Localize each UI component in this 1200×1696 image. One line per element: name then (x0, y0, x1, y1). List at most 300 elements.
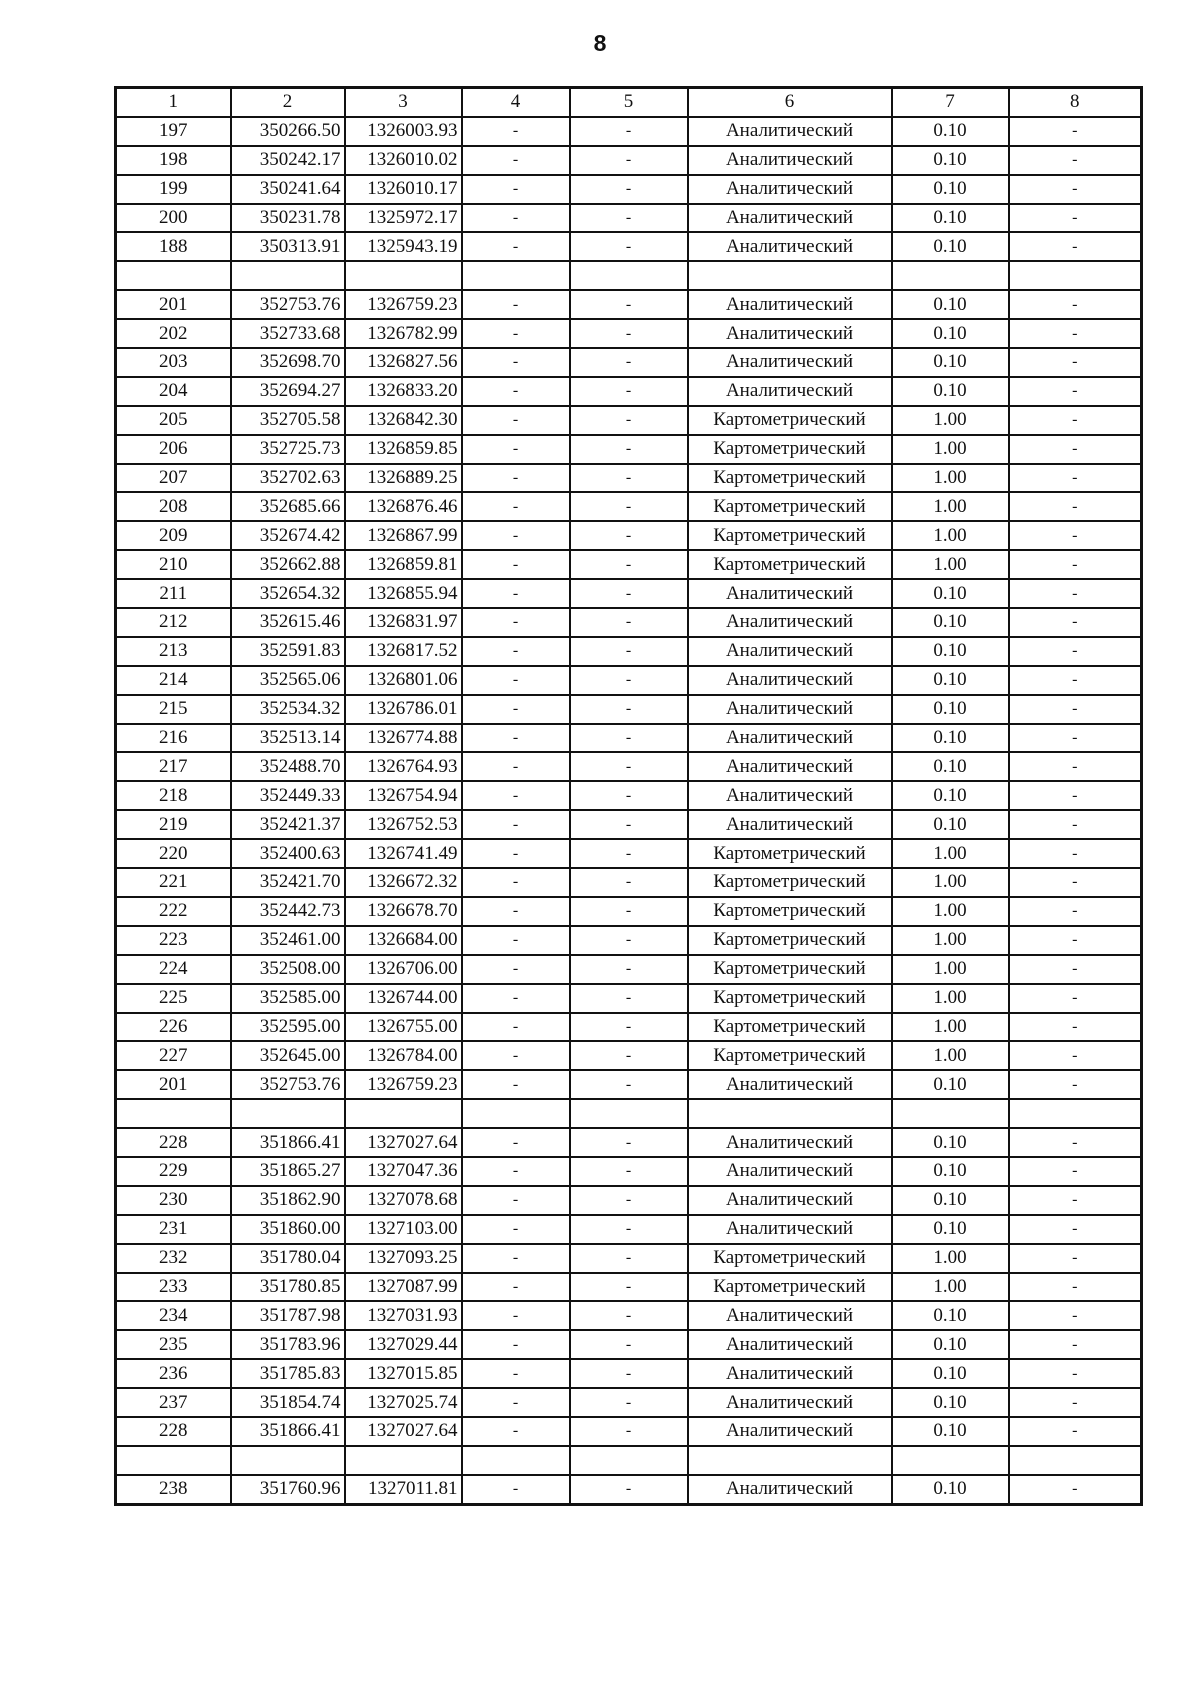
column-4-cell: - (462, 319, 570, 348)
x-coordinate-cell: 352662.88 (231, 550, 345, 579)
method-cell: Аналитический (688, 1417, 892, 1446)
y-coordinate-cell (345, 261, 462, 290)
accuracy-cell: 0.10 (892, 695, 1009, 724)
x-coordinate-cell: 350241.64 (231, 175, 345, 204)
table-row (116, 1273, 1142, 1302)
y-coordinate-cell: 1325943.19 (345, 232, 462, 261)
column-8-cell: - (1009, 1330, 1142, 1359)
column-8-cell: - (1009, 1128, 1142, 1157)
accuracy-cell: 0.10 (892, 1157, 1009, 1186)
page-number: 8 (593, 30, 607, 56)
column-8-cell: - (1009, 1070, 1142, 1099)
table-row (116, 724, 1142, 753)
y-coordinate-cell: 1327015.85 (345, 1359, 462, 1388)
column-5-cell: - (570, 781, 688, 810)
point-number-cell: 202 (116, 319, 231, 348)
column-5-cell: - (570, 695, 688, 724)
column-5-cell: - (570, 752, 688, 781)
table-row (116, 175, 1142, 204)
column-4-cell: - (462, 724, 570, 753)
point-number-cell: 211 (116, 579, 231, 608)
column-5-cell: - (570, 1273, 688, 1302)
y-coordinate-cell: 1327087.99 (345, 1273, 462, 1302)
y-coordinate-cell: 1327027.64 (345, 1417, 462, 1446)
method-cell: Картометрический (688, 868, 892, 897)
column-8-cell: - (1009, 608, 1142, 637)
accuracy-cell: 1.00 (892, 955, 1009, 984)
y-coordinate-cell (345, 1099, 462, 1128)
header-cell: 6 (688, 88, 892, 117)
column-8-cell: - (1009, 839, 1142, 868)
method-cell: Аналитический (688, 579, 892, 608)
method-cell: Картометрический (688, 1013, 892, 1042)
x-coordinate-cell: 352400.63 (231, 839, 345, 868)
accuracy-cell: 0.10 (892, 1215, 1009, 1244)
column-5-cell: - (570, 926, 688, 955)
column-8-cell: - (1009, 666, 1142, 695)
x-coordinate-cell: 352705.58 (231, 406, 345, 435)
table-row (116, 435, 1142, 464)
table-row (116, 1330, 1142, 1359)
column-8-cell: - (1009, 1244, 1142, 1273)
x-coordinate-cell: 351866.41 (231, 1417, 345, 1446)
column-5-cell: - (570, 839, 688, 868)
column-4-cell: - (462, 175, 570, 204)
method-cell: Картометрический (688, 521, 892, 550)
column-8-cell: - (1009, 1186, 1142, 1215)
column-4-cell: - (462, 1041, 570, 1070)
column-5-cell: - (570, 608, 688, 637)
accuracy-cell: 0.10 (892, 232, 1009, 261)
point-number-cell (116, 261, 231, 290)
point-number-cell: 205 (116, 406, 231, 435)
y-coordinate-cell: 1326782.99 (345, 319, 462, 348)
point-number-cell: 209 (116, 521, 231, 550)
y-coordinate-cell: 1326741.49 (345, 839, 462, 868)
y-coordinate-cell: 1326855.94 (345, 579, 462, 608)
column-5-cell: - (570, 1041, 688, 1070)
column-8-cell: - (1009, 868, 1142, 897)
column-4-cell: - (462, 868, 570, 897)
header-cell: 4 (462, 88, 570, 117)
x-coordinate-cell: 352442.73 (231, 897, 345, 926)
table-row (116, 781, 1142, 810)
y-coordinate-cell: 1326684.00 (345, 926, 462, 955)
y-coordinate-cell: 1327025.74 (345, 1388, 462, 1417)
method-cell: Аналитический (688, 290, 892, 319)
table-row (116, 637, 1142, 666)
table-row (116, 117, 1142, 146)
column-8-cell: - (1009, 117, 1142, 146)
accuracy-cell: 1.00 (892, 1273, 1009, 1302)
column-4-cell: - (462, 695, 570, 724)
x-coordinate-cell: 352654.32 (231, 579, 345, 608)
y-coordinate-cell: 1326827.56 (345, 348, 462, 377)
column-5-cell: - (570, 521, 688, 550)
column-5-cell: - (570, 435, 688, 464)
point-number-cell: 233 (116, 1273, 231, 1302)
x-coordinate-cell: 352674.42 (231, 521, 345, 550)
accuracy-cell: 1.00 (892, 984, 1009, 1013)
table-row (116, 695, 1142, 724)
method-cell: Аналитический (688, 608, 892, 637)
point-number-cell: 217 (116, 752, 231, 781)
column-4-cell: - (462, 1070, 570, 1099)
y-coordinate-cell: 1326833.20 (345, 377, 462, 406)
column-5-cell: - (570, 1475, 688, 1504)
column-8-cell: - (1009, 377, 1142, 406)
method-cell: Аналитический (688, 695, 892, 724)
table-row (116, 550, 1142, 579)
header-cell: 5 (570, 88, 688, 117)
accuracy-cell: 1.00 (892, 1013, 1009, 1042)
column-4-cell: - (462, 608, 570, 637)
column-5-cell: - (570, 810, 688, 839)
column-4-cell: - (462, 1215, 570, 1244)
point-number-cell: 228 (116, 1128, 231, 1157)
x-coordinate-cell: 352461.00 (231, 926, 345, 955)
column-5-cell: - (570, 724, 688, 753)
table-row (116, 1359, 1142, 1388)
y-coordinate-cell: 1326867.99 (345, 521, 462, 550)
column-5-cell: - (570, 1244, 688, 1273)
column-5-cell (570, 261, 688, 290)
y-coordinate-cell: 1327011.81 (345, 1475, 462, 1504)
accuracy-cell: 0.10 (892, 1359, 1009, 1388)
point-number-cell: 219 (116, 810, 231, 839)
y-coordinate-cell: 1326774.88 (345, 724, 462, 753)
point-number-cell (116, 1446, 231, 1475)
accuracy-cell: 1.00 (892, 550, 1009, 579)
table-row (116, 608, 1142, 637)
accuracy-cell: 1.00 (892, 492, 1009, 521)
method-cell (688, 1099, 892, 1128)
column-5-cell: - (570, 955, 688, 984)
column-4-cell: - (462, 1157, 570, 1186)
column-5-cell: - (570, 464, 688, 493)
point-number-cell: 230 (116, 1186, 231, 1215)
x-coordinate-cell: 352694.27 (231, 377, 345, 406)
table-row (116, 868, 1142, 897)
point-number-cell: 203 (116, 348, 231, 377)
x-coordinate-cell: 352565.06 (231, 666, 345, 695)
y-coordinate-cell: 1327029.44 (345, 1330, 462, 1359)
accuracy-cell (892, 1099, 1009, 1128)
column-5-cell: - (570, 117, 688, 146)
column-5-cell: - (570, 319, 688, 348)
point-number-cell: 226 (116, 1013, 231, 1042)
point-number-cell: 237 (116, 1388, 231, 1417)
y-coordinate-cell: 1326706.00 (345, 955, 462, 984)
accuracy-cell: 0.10 (892, 1330, 1009, 1359)
y-coordinate-cell: 1326842.30 (345, 406, 462, 435)
accuracy-cell: 0.10 (892, 579, 1009, 608)
method-cell: Аналитический (688, 666, 892, 695)
table-row (116, 1446, 1142, 1475)
column-5-cell: - (570, 1186, 688, 1215)
point-number-cell: 231 (116, 1215, 231, 1244)
x-coordinate-cell: 352753.76 (231, 290, 345, 319)
column-4-cell (462, 1446, 570, 1475)
column-4-cell: - (462, 521, 570, 550)
x-coordinate-cell: 351780.85 (231, 1273, 345, 1302)
column-5-cell: - (570, 897, 688, 926)
table-row (116, 1070, 1142, 1099)
accuracy-cell: 1.00 (892, 926, 1009, 955)
table-row (116, 1475, 1142, 1504)
column-5-cell: - (570, 1013, 688, 1042)
table-row (116, 521, 1142, 550)
table-row (116, 955, 1142, 984)
table-header (116, 88, 1142, 117)
column-4-cell: - (462, 781, 570, 810)
table-row (116, 1186, 1142, 1215)
column-5-cell: - (570, 1157, 688, 1186)
column-5-cell: - (570, 290, 688, 319)
x-coordinate-cell: 352685.66 (231, 492, 345, 521)
column-4-cell: - (462, 579, 570, 608)
accuracy-cell: 0.10 (892, 175, 1009, 204)
y-coordinate-cell: 1327093.25 (345, 1244, 462, 1273)
column-4-cell: - (462, 1388, 570, 1417)
column-4-cell: - (462, 666, 570, 695)
column-8-cell (1009, 1099, 1142, 1128)
y-coordinate-cell: 1326817.52 (345, 637, 462, 666)
column-5-cell (570, 1446, 688, 1475)
point-number-cell: 225 (116, 984, 231, 1013)
column-5-cell: - (570, 666, 688, 695)
column-5-cell: - (570, 637, 688, 666)
x-coordinate-cell: 351860.00 (231, 1215, 345, 1244)
accuracy-cell: 0.10 (892, 752, 1009, 781)
column-5-cell: - (570, 1070, 688, 1099)
column-5-cell: - (570, 377, 688, 406)
column-4-cell: - (462, 492, 570, 521)
x-coordinate-cell: 351866.41 (231, 1128, 345, 1157)
column-8-cell: - (1009, 810, 1142, 839)
table-row (116, 406, 1142, 435)
column-8-cell: - (1009, 550, 1142, 579)
method-cell: Аналитический (688, 204, 892, 233)
accuracy-cell: 0.10 (892, 204, 1009, 233)
column-8-cell: - (1009, 781, 1142, 810)
x-coordinate-cell: 352698.70 (231, 348, 345, 377)
x-coordinate-cell: 352591.83 (231, 637, 345, 666)
accuracy-cell: 1.00 (892, 1041, 1009, 1070)
x-coordinate-cell: 350266.50 (231, 117, 345, 146)
method-cell: Аналитический (688, 1475, 892, 1504)
column-8-cell: - (1009, 348, 1142, 377)
method-cell: Картометрический (688, 839, 892, 868)
column-8-cell: - (1009, 319, 1142, 348)
column-8-cell: - (1009, 1013, 1142, 1042)
accuracy-cell: 0.10 (892, 1186, 1009, 1215)
column-8-cell: - (1009, 492, 1142, 521)
table-row (116, 1215, 1142, 1244)
column-8-cell: - (1009, 695, 1142, 724)
method-cell: Аналитический (688, 117, 892, 146)
column-4-cell: - (462, 637, 570, 666)
column-4-cell: - (462, 1330, 570, 1359)
method-cell: Аналитический (688, 319, 892, 348)
column-8-cell: - (1009, 290, 1142, 319)
point-number-cell: 238 (116, 1475, 231, 1504)
column-4-cell: - (462, 1244, 570, 1273)
table-row (116, 1099, 1142, 1128)
table-row (116, 204, 1142, 233)
x-coordinate-cell: 352645.00 (231, 1041, 345, 1070)
column-4-cell: - (462, 839, 570, 868)
column-8-cell: - (1009, 926, 1142, 955)
y-coordinate-cell: 1326010.02 (345, 146, 462, 175)
table-row (116, 839, 1142, 868)
point-number-cell: 208 (116, 492, 231, 521)
column-8-cell: - (1009, 1041, 1142, 1070)
x-coordinate-cell: 352595.00 (231, 1013, 345, 1042)
column-8-cell: - (1009, 146, 1142, 175)
column-5-cell: - (570, 348, 688, 377)
table-row (116, 464, 1142, 493)
x-coordinate-cell (231, 1099, 345, 1128)
column-8-cell: - (1009, 1215, 1142, 1244)
column-8-cell: - (1009, 1417, 1142, 1446)
column-5-cell: - (570, 1215, 688, 1244)
point-number-cell: 232 (116, 1244, 231, 1273)
method-cell: Аналитический (688, 1186, 892, 1215)
method-cell: Картометрический (688, 435, 892, 464)
accuracy-cell: 1.00 (892, 1244, 1009, 1273)
point-number-cell: 201 (116, 290, 231, 319)
table-row (116, 232, 1142, 261)
x-coordinate-cell: 352725.73 (231, 435, 345, 464)
y-coordinate-cell: 1326784.00 (345, 1041, 462, 1070)
x-coordinate-cell: 352449.33 (231, 781, 345, 810)
method-cell: Картометрический (688, 492, 892, 521)
x-coordinate-cell: 352421.37 (231, 810, 345, 839)
table-row (116, 1301, 1142, 1330)
point-number-cell: 198 (116, 146, 231, 175)
method-cell: Аналитический (688, 1330, 892, 1359)
column-4-cell: - (462, 752, 570, 781)
column-8-cell: - (1009, 435, 1142, 464)
y-coordinate-cell: 1326786.01 (345, 695, 462, 724)
table-row (116, 1128, 1142, 1157)
accuracy-cell: 1.00 (892, 868, 1009, 897)
x-coordinate-cell: 352733.68 (231, 319, 345, 348)
column-4-cell (462, 1099, 570, 1128)
column-5-cell: - (570, 232, 688, 261)
method-cell: Аналитический (688, 752, 892, 781)
accuracy-cell: 0.10 (892, 666, 1009, 695)
x-coordinate-cell: 352534.32 (231, 695, 345, 724)
method-cell: Аналитический (688, 1388, 892, 1417)
y-coordinate-cell: 1326859.81 (345, 550, 462, 579)
accuracy-cell: 0.10 (892, 810, 1009, 839)
column-5-cell: - (570, 1359, 688, 1388)
accuracy-cell (892, 1446, 1009, 1475)
y-coordinate-cell: 1326010.17 (345, 175, 462, 204)
header-cell: 7 (892, 88, 1009, 117)
column-8-cell: - (1009, 955, 1142, 984)
table-row (116, 348, 1142, 377)
accuracy-cell: 0.10 (892, 319, 1009, 348)
y-coordinate-cell: 1326759.23 (345, 1070, 462, 1099)
column-4-cell: - (462, 1273, 570, 1302)
x-coordinate-cell: 352615.46 (231, 608, 345, 637)
x-coordinate-cell: 351783.96 (231, 1330, 345, 1359)
column-4-cell: - (462, 1417, 570, 1446)
column-5-cell: - (570, 204, 688, 233)
y-coordinate-cell: 1326003.93 (345, 117, 462, 146)
table-body (116, 117, 1142, 1504)
method-cell: Картометрический (688, 1244, 892, 1273)
table-row (116, 1013, 1142, 1042)
column-5-cell: - (570, 175, 688, 204)
column-4-cell: - (462, 1301, 570, 1330)
header-cell: 1 (116, 88, 231, 117)
y-coordinate-cell: 1326678.70 (345, 897, 462, 926)
accuracy-cell: 0.10 (892, 1417, 1009, 1446)
column-5-cell: - (570, 550, 688, 579)
x-coordinate-cell: 352488.70 (231, 752, 345, 781)
column-8-cell: - (1009, 579, 1142, 608)
table-row (116, 984, 1142, 1013)
method-cell: Картометрический (688, 550, 892, 579)
y-coordinate-cell: 1325972.17 (345, 204, 462, 233)
method-cell: Картометрический (688, 897, 892, 926)
point-number-cell: 206 (116, 435, 231, 464)
accuracy-cell: 0.10 (892, 781, 1009, 810)
y-coordinate-cell: 1326764.93 (345, 752, 462, 781)
column-4-cell: - (462, 117, 570, 146)
x-coordinate-cell (231, 261, 345, 290)
column-4-cell: - (462, 550, 570, 579)
table-row (116, 377, 1142, 406)
column-5-cell: - (570, 146, 688, 175)
point-number-cell: 197 (116, 117, 231, 146)
point-number-cell: 204 (116, 377, 231, 406)
method-cell: Аналитический (688, 1157, 892, 1186)
method-cell: Аналитический (688, 810, 892, 839)
point-number-cell: 215 (116, 695, 231, 724)
column-8-cell: - (1009, 984, 1142, 1013)
column-4-cell: - (462, 1128, 570, 1157)
method-cell (688, 261, 892, 290)
x-coordinate-cell: 352702.63 (231, 464, 345, 493)
point-number-cell: 222 (116, 897, 231, 926)
accuracy-cell: 1.00 (892, 839, 1009, 868)
column-8-cell: - (1009, 406, 1142, 435)
column-4-cell: - (462, 377, 570, 406)
column-4-cell: - (462, 232, 570, 261)
accuracy-cell: 0.10 (892, 724, 1009, 753)
method-cell: Аналитический (688, 637, 892, 666)
column-4-cell: - (462, 464, 570, 493)
header-row (116, 88, 1142, 117)
column-4-cell: - (462, 1013, 570, 1042)
column-5-cell: - (570, 492, 688, 521)
table-row (116, 810, 1142, 839)
x-coordinate-cell: 350313.91 (231, 232, 345, 261)
column-4-cell: - (462, 204, 570, 233)
column-5-cell: - (570, 984, 688, 1013)
y-coordinate-cell: 1327047.36 (345, 1157, 462, 1186)
column-5-cell (570, 1099, 688, 1128)
y-coordinate-cell (345, 1446, 462, 1475)
table-row (116, 261, 1142, 290)
accuracy-cell: 0.10 (892, 1475, 1009, 1504)
y-coordinate-cell: 1327027.64 (345, 1128, 462, 1157)
